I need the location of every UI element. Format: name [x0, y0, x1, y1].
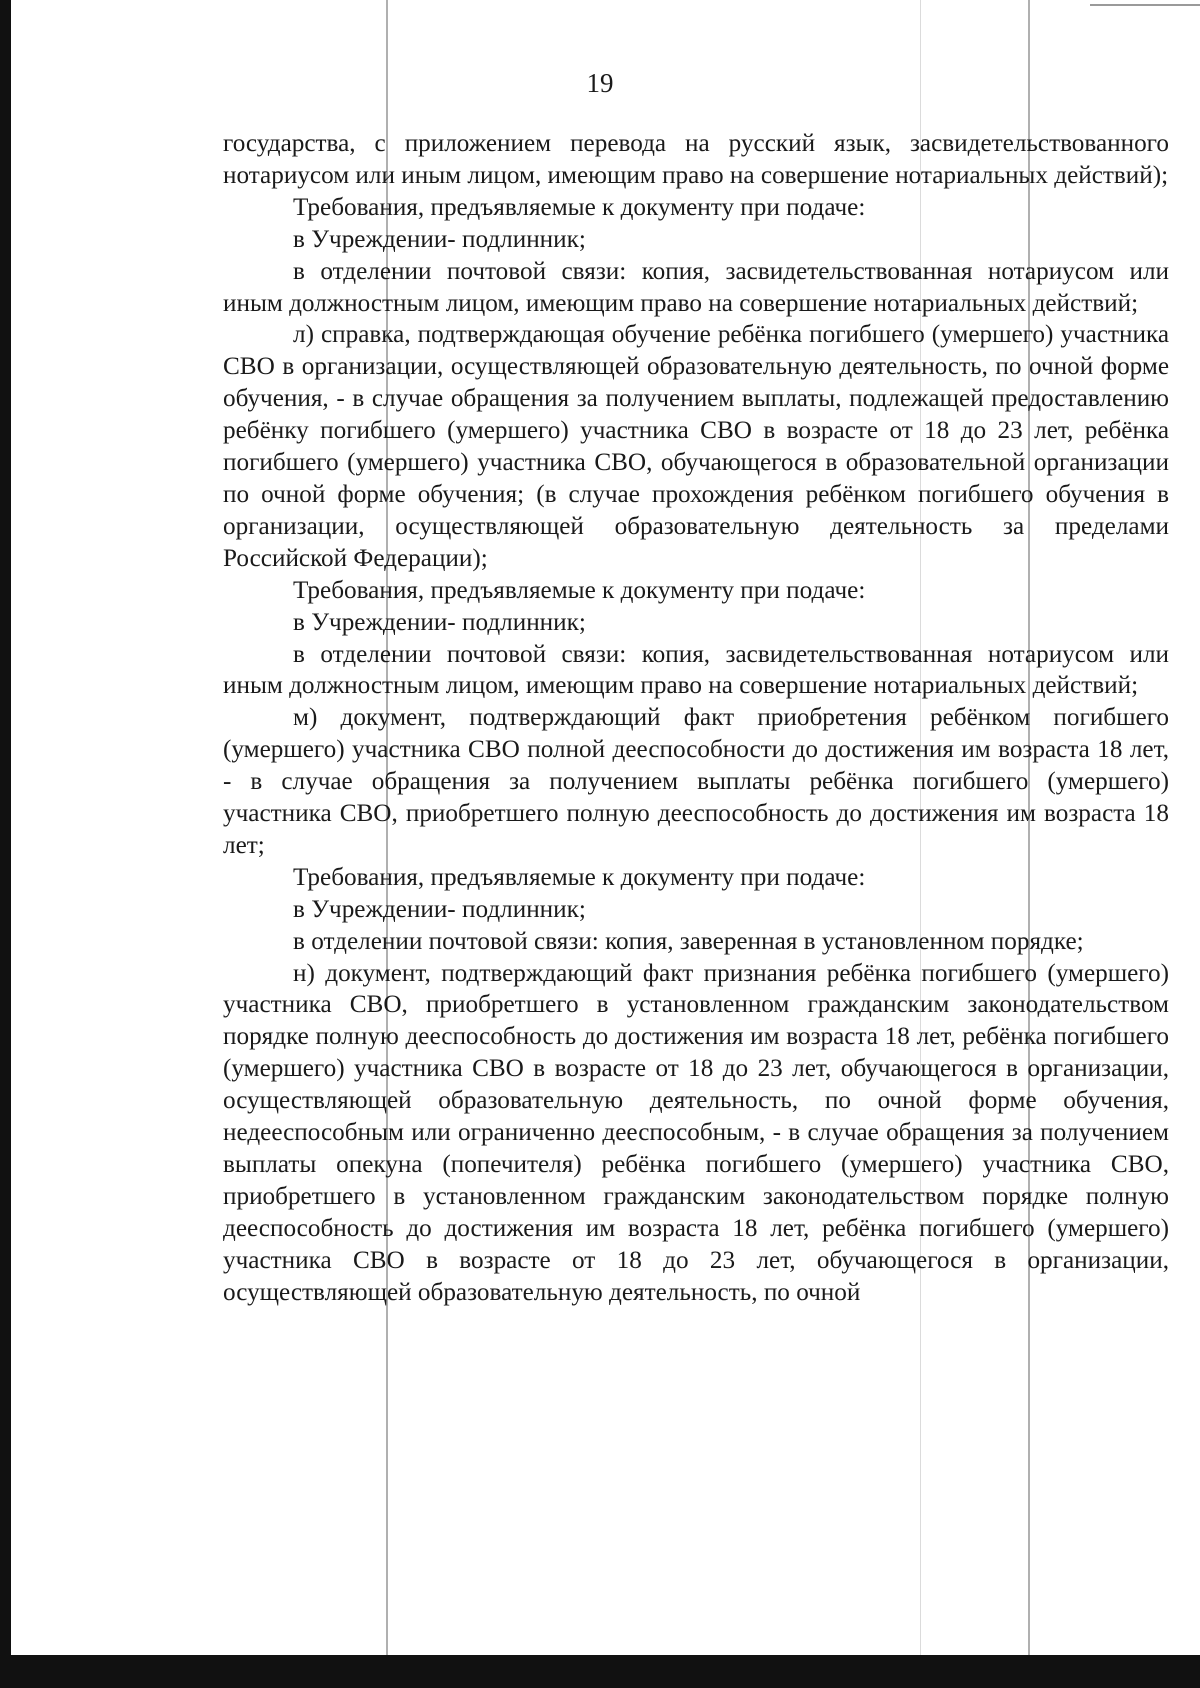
scan-mark-top-right: [1090, 4, 1200, 6]
page-number: 19: [586, 68, 614, 98]
paragraph: м) документ, подтверждающий факт приобретения ребёнком погибшего (умершего) участника СВО полной дееспособности до достижения им возраста 18 лет, - в случае обращения за получением выплаты ребёнка погибшего (умершего) участника СВО, приобретшего полную дееспособность до достижения им возраста 18 лет;: [223, 704, 1169, 859]
paragraph: в отделении почтовой связи: копия, засвидетельствованная нотариусом или иным должностным лицом, имеющим право на совершение нотариальных действий;: [223, 640, 1169, 700]
paragraph: в отделении почтовой связи: копия, засвидетельствованная нотариусом или иным должностным лицом, имеющим право на совершение нотариальных действий;: [223, 257, 1169, 317]
scan-border-left: [0, 0, 11, 1688]
paragraph: Требования, предъявляемые к документу при подаче:: [293, 193, 866, 221]
scan-border-bottom: [0, 1655, 1200, 1688]
paragraph: Требования, предъявляемые к документу при подаче:: [293, 576, 866, 604]
paragraph: л) справка, подтверждающая обучение ребёнка погибшего (умершего) участника СВО в организации, осуществляющей образовательную деятельность, по очной форме обучения, - в случае обращения за получением выплаты, подлежащей предоставлению ребёнку погибшего (умершего) участника СВО в возрасте от 18 до 23 лет, ребёнка погибшего (умершего) участника СВО, обучающегося в образовательной организации по очной форме обучения; (в случае прохождения ребёнком погибшего обучения в организации, осуществляющей образовательную деятельность за пределами Российской Федерации);: [223, 321, 1169, 572]
paragraph: государства, с приложением перевода на русский язык, засвидетельствованного нотариусом или иным лицом, имеющим право на совершение нотариальных действий);: [223, 130, 1169, 189]
paragraph: в Учреждении- подлинник;: [293, 225, 586, 253]
paragraph: в отделении почтовой связи: копия, заверенная в установленном порядке;: [293, 927, 1084, 955]
document-body: [223, 128, 1169, 1309]
paragraph: Требования, предъявляемые к документу при подаче:: [293, 863, 866, 891]
paragraph: в Учреждении- подлинник;: [293, 608, 586, 636]
paragraph: в Учреждении- подлинник;: [293, 895, 586, 923]
paragraph: н) документ, подтверждающий факт признания ребёнка погибшего (умершего) участника СВО, приобретшего в установленном гражданским законодательством порядке полную дееспособность до достижения им возраста 18 лет, ребёнка погибшего (умершего) участника СВО в возрасте от 18 до 23 лет, обучающегося в организации, осуществляющей образовательную деятельность, по очной форме обучения, недееспособным или ограниченно дееспособным, - в случае обращения за получением выплаты опекуна (попечителя) ребёнка погибшего (умершего) участника СВО, приобретшего в установленном гражданским законодательством порядке полную дееспособность до достижения им возраста 18 лет, ребёнка погибшего (умершего) участника СВО в возрасте от 18 до 23 лет, обучающегося в организации, осуществляющей образовательную деятельность, по очной: [223, 959, 1169, 1306]
